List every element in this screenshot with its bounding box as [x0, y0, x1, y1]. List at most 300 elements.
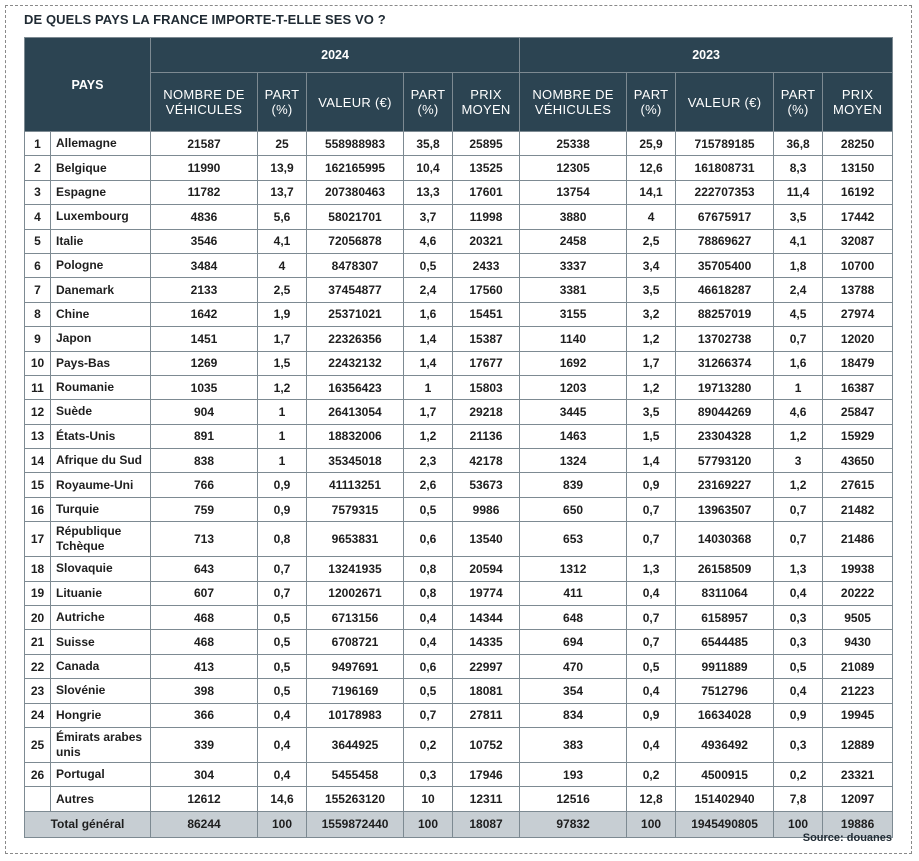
valeur-cell: 715789185 [676, 132, 774, 156]
part-volume-cell: 14,1 [627, 180, 676, 204]
prix-moyen-cell: 19938 [823, 557, 893, 581]
import-table [24, 37, 893, 838]
prix-moyen-cell: 15387 [453, 327, 520, 351]
part-valeur-cell: 0,7 [774, 497, 823, 521]
header-part-valeur-2024 [404, 73, 453, 132]
country-cell: Japon [51, 327, 151, 351]
valeur-cell: 25371021 [307, 302, 404, 326]
valeur-cell: 26158509 [676, 557, 774, 581]
table-row [25, 497, 893, 521]
rank-cell: 25 [25, 727, 51, 762]
nombre-vehicules-cell: 3155 [520, 302, 627, 326]
part-volume-cell: 0,7 [627, 522, 676, 557]
part-volume-cell: 0,9 [258, 497, 307, 521]
prix-moyen-cell: 20222 [823, 581, 893, 605]
valeur-cell: 6158957 [676, 606, 774, 630]
country-cell: Allemagne [51, 132, 151, 156]
table-row [25, 180, 893, 204]
nombre-vehicules-cell: 759 [151, 497, 258, 521]
page-title: DE QUELS PAYS LA FRANCE IMPORTE-T-ELLE SES VO ? [24, 12, 386, 27]
nombre-vehicules-cell: 1324 [520, 449, 627, 473]
valeur-cell: 31266374 [676, 351, 774, 375]
part-volume-cell: 1,3 [627, 557, 676, 581]
nombre-vehicules-cell: 398 [151, 679, 258, 703]
rank-cell: 10 [25, 351, 51, 375]
part-volume-cell: 2,5 [627, 229, 676, 253]
part-valeur-cell: 0,3 [774, 727, 823, 762]
table-row [25, 473, 893, 497]
header-nombre-vehicules-2023 [520, 73, 627, 132]
country-cell: Roumanie [51, 375, 151, 399]
valeur-cell: 14030368 [676, 522, 774, 557]
nombre-vehicules-cell: 97832 [520, 811, 627, 837]
prix-moyen-cell: 22997 [453, 654, 520, 678]
part-valeur-cell: 13,3 [404, 180, 453, 204]
header-valeur-2024 [307, 73, 404, 132]
header-label: MOYEN [461, 102, 511, 117]
valeur-cell: 57793120 [676, 449, 774, 473]
nombre-vehicules-cell: 470 [520, 654, 627, 678]
label-cell: Autres [51, 787, 151, 811]
rank-cell: 18 [25, 557, 51, 581]
part-volume-cell: 13,7 [258, 180, 307, 204]
valeur-cell: 18832006 [307, 424, 404, 448]
part-valeur-cell: 3 [774, 449, 823, 473]
part-volume-cell: 4,1 [258, 229, 307, 253]
header-label: (%) [417, 102, 439, 117]
valeur-cell: 6544485 [676, 630, 774, 654]
valeur-cell: 5455458 [307, 762, 404, 786]
valeur-cell: 72056878 [307, 229, 404, 253]
part-volume-cell: 0,5 [258, 679, 307, 703]
table-row [25, 630, 893, 654]
part-valeur-cell: 0,2 [404, 727, 453, 762]
header-label: PRIX [841, 87, 874, 102]
rank-cell: 23 [25, 679, 51, 703]
part-valeur-cell: 0,3 [774, 606, 823, 630]
part-volume-cell: 2,5 [258, 278, 307, 302]
part-valeur-cell: 0,4 [774, 581, 823, 605]
part-volume-cell: 0,7 [627, 630, 676, 654]
label-cell: Total général [25, 811, 151, 837]
part-valeur-cell: 0,5 [774, 654, 823, 678]
header-prix-moyen-2023 [823, 73, 893, 132]
valeur-cell: 35345018 [307, 449, 404, 473]
header-label: NOMBRE DE [532, 87, 614, 102]
country-cell: Luxembourg [51, 205, 151, 229]
valeur-cell: 3644925 [307, 727, 404, 762]
part-volume-cell: 14,6 [258, 787, 307, 811]
header-label: (%) [640, 102, 662, 117]
table-row [25, 156, 893, 180]
valeur-cell: 9911889 [676, 654, 774, 678]
rank-cell: 11 [25, 375, 51, 399]
nombre-vehicules-cell: 3381 [520, 278, 627, 302]
country-cell: Belgique [51, 156, 151, 180]
nombre-vehicules-cell: 643 [151, 557, 258, 581]
prix-moyen-cell: 18479 [823, 351, 893, 375]
part-valeur-cell: 1,7 [404, 400, 453, 424]
nombre-vehicules-cell: 839 [520, 473, 627, 497]
part-volume-cell: 0,7 [258, 557, 307, 581]
prix-moyen-cell: 27615 [823, 473, 893, 497]
header-label: (%) [787, 102, 809, 117]
nombre-vehicules-cell: 3484 [151, 253, 258, 277]
nombre-vehicules-cell: 1642 [151, 302, 258, 326]
part-volume-cell: 12,8 [627, 787, 676, 811]
prix-moyen-cell: 15451 [453, 302, 520, 326]
part-volume-cell: 1,2 [258, 375, 307, 399]
valeur-cell: 12002671 [307, 581, 404, 605]
table-row [25, 132, 893, 156]
rank-cell: 21 [25, 630, 51, 654]
part-valeur-cell: 0,6 [404, 654, 453, 678]
total-row [25, 811, 893, 837]
table-row [25, 449, 893, 473]
rank-cell: 26 [25, 762, 51, 786]
part-volume-cell: 1,5 [258, 351, 307, 375]
prix-moyen-cell: 12020 [823, 327, 893, 351]
country-cell: Hongrie [51, 703, 151, 727]
prix-moyen-cell: 17560 [453, 278, 520, 302]
prix-moyen-cell: 15929 [823, 424, 893, 448]
prix-moyen-cell: 29218 [453, 400, 520, 424]
valeur-cell: 22326356 [307, 327, 404, 351]
part-valeur-cell: 1,4 [404, 327, 453, 351]
country-cell: Afrique du Sud [51, 449, 151, 473]
nombre-vehicules-cell: 21587 [151, 132, 258, 156]
table-row [25, 522, 893, 557]
valeur-cell: 26413054 [307, 400, 404, 424]
valeur-cell: 41113251 [307, 473, 404, 497]
header-part-volume-2023 [627, 73, 676, 132]
nombre-vehicules-cell: 838 [151, 449, 258, 473]
rank-cell: 19 [25, 581, 51, 605]
nombre-vehicules-cell: 1203 [520, 375, 627, 399]
prix-moyen-cell: 21486 [823, 522, 893, 557]
part-volume-cell: 0,9 [258, 473, 307, 497]
nombre-vehicules-cell: 1312 [520, 557, 627, 581]
header-label: PART [780, 87, 816, 102]
prix-moyen-cell: 18081 [453, 679, 520, 703]
part-valeur-cell: 0,7 [774, 327, 823, 351]
part-volume-cell: 1,9 [258, 302, 307, 326]
table-body [25, 132, 893, 838]
nombre-vehicules-cell: 12305 [520, 156, 627, 180]
nombre-vehicules-cell: 12516 [520, 787, 627, 811]
part-volume-cell: 3,4 [627, 253, 676, 277]
header-label: PRIX [470, 87, 502, 102]
prix-moyen-cell: 12097 [823, 787, 893, 811]
valeur-cell: 558988983 [307, 132, 404, 156]
part-valeur-cell: 1,2 [774, 473, 823, 497]
table-row [25, 253, 893, 277]
rank-cell: 14 [25, 449, 51, 473]
part-valeur-cell: 1,4 [404, 351, 453, 375]
part-volume-cell: 0,4 [627, 727, 676, 762]
part-valeur-cell: 4,5 [774, 302, 823, 326]
prix-moyen-cell: 17677 [453, 351, 520, 375]
part-volume-cell: 0,7 [627, 497, 676, 521]
table-header [25, 38, 893, 132]
part-volume-cell: 1 [258, 449, 307, 473]
rank-cell: 12 [25, 400, 51, 424]
nombre-vehicules-cell: 411 [520, 581, 627, 605]
valeur-cell: 9497691 [307, 654, 404, 678]
valeur-cell: 19713280 [676, 375, 774, 399]
prix-moyen-cell: 16387 [823, 375, 893, 399]
valeur-cell: 8478307 [307, 253, 404, 277]
table-row [25, 762, 893, 786]
part-valeur-cell: 36,8 [774, 132, 823, 156]
nombre-vehicules-cell: 1692 [520, 351, 627, 375]
prix-moyen-cell: 43650 [823, 449, 893, 473]
prix-moyen-cell: 42178 [453, 449, 520, 473]
nombre-vehicules-cell: 304 [151, 762, 258, 786]
prix-moyen-cell: 10700 [823, 253, 893, 277]
rank-cell: 4 [25, 205, 51, 229]
nombre-vehicules-cell: 86244 [151, 811, 258, 837]
prix-moyen-cell: 13525 [453, 156, 520, 180]
prix-moyen-cell: 2433 [453, 253, 520, 277]
part-valeur-cell: 2,4 [774, 278, 823, 302]
table-row [25, 703, 893, 727]
part-valeur-cell: 0,3 [404, 762, 453, 786]
part-volume-cell: 0,8 [258, 522, 307, 557]
rank-cell: 20 [25, 606, 51, 630]
nombre-vehicules-cell: 25338 [520, 132, 627, 156]
valeur-cell: 7512796 [676, 679, 774, 703]
header-label: PART [264, 87, 300, 102]
table-row [25, 606, 893, 630]
valeur-cell: 16356423 [307, 375, 404, 399]
nombre-vehicules-cell: 766 [151, 473, 258, 497]
header-valeur-2023 [676, 73, 774, 132]
valeur-cell: 7196169 [307, 679, 404, 703]
header-part-volume-2024 [258, 73, 307, 132]
header-label: VÉHICULES [534, 102, 612, 117]
country-cell: Royaume-Uni [51, 473, 151, 497]
nombre-vehicules-cell: 607 [151, 581, 258, 605]
prix-moyen-cell: 25847 [823, 400, 893, 424]
part-valeur-cell: 0,4 [774, 679, 823, 703]
prix-moyen-cell: 32087 [823, 229, 893, 253]
part-volume-cell: 4 [627, 205, 676, 229]
prix-moyen-cell: 12311 [453, 787, 520, 811]
part-volume-cell: 100 [627, 811, 676, 837]
prix-moyen-cell: 20321 [453, 229, 520, 253]
table-row [25, 400, 893, 424]
part-volume-cell: 25 [258, 132, 307, 156]
part-volume-cell: 0,4 [258, 703, 307, 727]
nombre-vehicules-cell: 1035 [151, 375, 258, 399]
valeur-cell: 89044269 [676, 400, 774, 424]
part-volume-cell: 1,2 [627, 375, 676, 399]
nombre-vehicules-cell: 3880 [520, 205, 627, 229]
valeur-cell: 46618287 [676, 278, 774, 302]
valeur-cell: 13241935 [307, 557, 404, 581]
prix-moyen-cell: 28250 [823, 132, 893, 156]
nombre-vehicules-cell: 1463 [520, 424, 627, 448]
valeur-cell: 222707353 [676, 180, 774, 204]
table-row [25, 278, 893, 302]
valeur-cell: 1945490805 [676, 811, 774, 837]
part-volume-cell: 0,4 [258, 727, 307, 762]
prix-moyen-cell: 16192 [823, 180, 893, 204]
nombre-vehicules-cell: 653 [520, 522, 627, 557]
nombre-vehicules-cell: 468 [151, 630, 258, 654]
rank-cell: 6 [25, 253, 51, 277]
part-volume-cell: 12,6 [627, 156, 676, 180]
prix-moyen-cell: 19774 [453, 581, 520, 605]
valeur-cell: 35705400 [676, 253, 774, 277]
part-volume-cell: 0,9 [627, 473, 676, 497]
part-valeur-cell: 0,7 [404, 703, 453, 727]
header-label: (%) [271, 102, 293, 117]
prix-moyen-cell: 14335 [453, 630, 520, 654]
part-valeur-cell: 0,2 [774, 762, 823, 786]
prix-moyen-cell: 12889 [823, 727, 893, 762]
prix-moyen-cell: 21482 [823, 497, 893, 521]
country-cell: Pays-Bas [51, 351, 151, 375]
header-nombre-vehicules-2024 [151, 73, 258, 132]
part-valeur-cell: 2,3 [404, 449, 453, 473]
nombre-vehicules-cell: 891 [151, 424, 258, 448]
part-valeur-cell: 0,5 [404, 253, 453, 277]
part-valeur-cell: 0,8 [404, 557, 453, 581]
nombre-vehicules-cell: 1140 [520, 327, 627, 351]
nombre-vehicules-cell: 3546 [151, 229, 258, 253]
part-volume-cell: 0,4 [627, 581, 676, 605]
prix-moyen-cell: 19945 [823, 703, 893, 727]
valeur-cell: 67675917 [676, 205, 774, 229]
valeur-cell: 23304328 [676, 424, 774, 448]
prix-moyen-cell: 9430 [823, 630, 893, 654]
part-valeur-cell: 1,3 [774, 557, 823, 581]
part-volume-cell: 0,9 [627, 703, 676, 727]
part-volume-cell: 1,4 [627, 449, 676, 473]
rank-cell: 1 [25, 132, 51, 156]
prix-moyen-cell: 21089 [823, 654, 893, 678]
nombre-vehicules-cell: 648 [520, 606, 627, 630]
nombre-vehicules-cell: 3337 [520, 253, 627, 277]
nombre-vehicules-cell: 12612 [151, 787, 258, 811]
valeur-cell: 6713156 [307, 606, 404, 630]
rank-cell: 8 [25, 302, 51, 326]
rank-cell [25, 787, 51, 811]
part-volume-cell: 13,9 [258, 156, 307, 180]
part-volume-cell: 3,2 [627, 302, 676, 326]
prix-moyen-cell: 25895 [453, 132, 520, 156]
nombre-vehicules-cell: 11990 [151, 156, 258, 180]
part-valeur-cell: 11,4 [774, 180, 823, 204]
part-valeur-cell: 4,6 [774, 400, 823, 424]
country-cell: Danemark [51, 278, 151, 302]
nombre-vehicules-cell: 468 [151, 606, 258, 630]
nombre-vehicules-cell: 383 [520, 727, 627, 762]
table-row [25, 727, 893, 762]
country-cell: Slovénie [51, 679, 151, 703]
prix-moyen-cell: 17601 [453, 180, 520, 204]
nombre-vehicules-cell: 354 [520, 679, 627, 703]
part-volume-cell: 5,6 [258, 205, 307, 229]
rank-cell: 9 [25, 327, 51, 351]
valeur-cell: 6708721 [307, 630, 404, 654]
header-label: PART [410, 87, 446, 102]
table-row [25, 229, 893, 253]
prix-moyen-cell: 14344 [453, 606, 520, 630]
valeur-cell: 162165995 [307, 156, 404, 180]
country-cell: Chine [51, 302, 151, 326]
prix-moyen-cell: 17442 [823, 205, 893, 229]
nombre-vehicules-cell: 339 [151, 727, 258, 762]
valeur-cell: 8311064 [676, 581, 774, 605]
part-valeur-cell: 4,1 [774, 229, 823, 253]
table-row [25, 351, 893, 375]
part-valeur-cell: 0,5 [404, 679, 453, 703]
country-cell: Autriche [51, 606, 151, 630]
table-row [25, 327, 893, 351]
rank-cell: 16 [25, 497, 51, 521]
table-row [25, 654, 893, 678]
valeur-cell: 23169227 [676, 473, 774, 497]
part-volume-cell: 0,2 [627, 762, 676, 786]
rank-cell: 17 [25, 522, 51, 557]
part-volume-cell: 1,7 [258, 327, 307, 351]
table-row [25, 375, 893, 399]
nombre-vehicules-cell: 4836 [151, 205, 258, 229]
valeur-cell: 161808731 [676, 156, 774, 180]
prix-moyen-cell: 19886 [823, 811, 893, 837]
valeur-cell: 155263120 [307, 787, 404, 811]
header-label: PART [633, 87, 669, 102]
country-cell: Canada [51, 654, 151, 678]
valeur-cell: 207380463 [307, 180, 404, 204]
nombre-vehicules-cell: 3445 [520, 400, 627, 424]
part-valeur-cell: 1,8 [774, 253, 823, 277]
nombre-vehicules-cell: 2133 [151, 278, 258, 302]
valeur-cell: 78869627 [676, 229, 774, 253]
rank-cell: 15 [25, 473, 51, 497]
autres-row [25, 787, 893, 811]
part-valeur-cell: 0,3 [774, 630, 823, 654]
part-volume-cell: 0,7 [258, 581, 307, 605]
part-valeur-cell: 1,6 [774, 351, 823, 375]
part-valeur-cell: 3,5 [774, 205, 823, 229]
valeur-cell: 22432132 [307, 351, 404, 375]
valeur-cell: 1559872440 [307, 811, 404, 837]
part-volume-cell: 0,4 [258, 762, 307, 786]
country-cell: Turquie [51, 497, 151, 521]
nombre-vehicules-cell: 413 [151, 654, 258, 678]
part-valeur-cell: 3,7 [404, 205, 453, 229]
valeur-cell: 58021701 [307, 205, 404, 229]
header-label: NOMBRE DE [163, 87, 245, 102]
part-valeur-cell: 35,8 [404, 132, 453, 156]
prix-moyen-cell: 13150 [823, 156, 893, 180]
rank-cell: 22 [25, 654, 51, 678]
nombre-vehicules-cell: 2458 [520, 229, 627, 253]
country-cell: Slovaquie [51, 557, 151, 581]
prix-moyen-cell: 53673 [453, 473, 520, 497]
table-row [25, 205, 893, 229]
part-valeur-cell: 1 [774, 375, 823, 399]
part-valeur-cell: 1,6 [404, 302, 453, 326]
header-year-2023: 2023 [520, 38, 893, 73]
part-volume-cell: 3,5 [627, 400, 676, 424]
part-volume-cell: 0,4 [627, 679, 676, 703]
part-valeur-cell: 0,8 [404, 581, 453, 605]
